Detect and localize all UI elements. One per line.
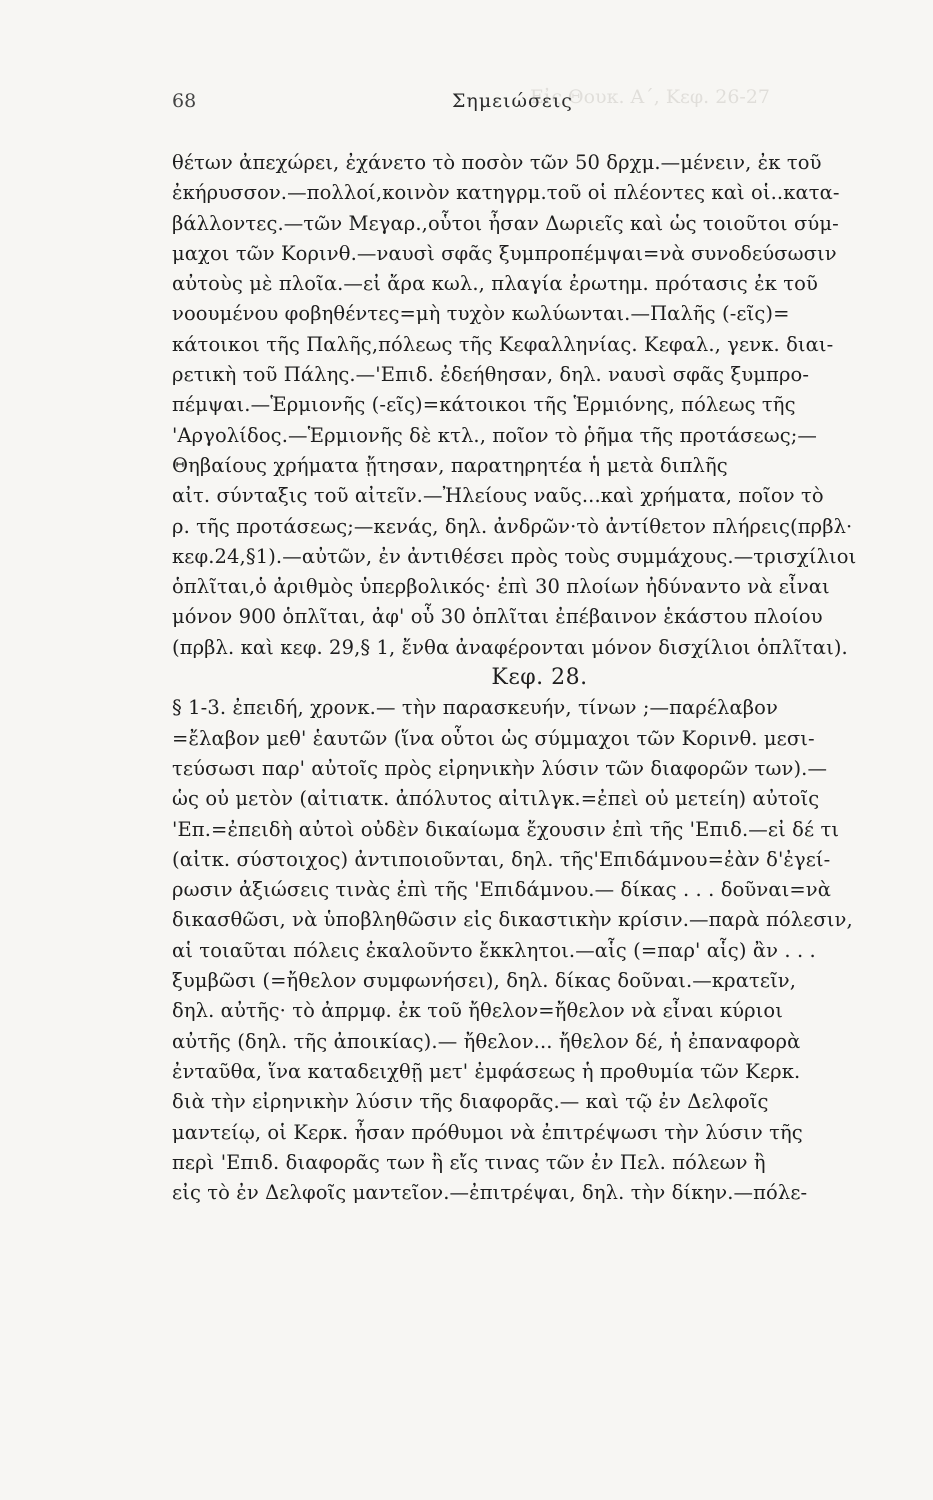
text-line: δικασθῶσι, νὰ ὑποβληθῶσιν εἰς δικαστικὴν κρίσιν.—παρὰ πόλεσιν,: [172, 908, 853, 932]
text-line: Θηβαίους χρήματα ᾔτησαν, παρατηρητέα ἡ μετὰ διπλῆς: [172, 453, 728, 477]
text-line: μαχοι τῶν Κορινθ.—ναυσὶ σφᾶς ξυμπροπέμψαι=νὰ συνοδεύσωσιν: [172, 241, 837, 265]
page-header: [172, 90, 932, 120]
text-line: ἐνταῦθα, ἵνα καταδειχθῇ μετ' ἐμφάσεως ἡ προθυμία τῶν Κερκ.: [172, 1059, 801, 1083]
text-line: μόνον 900 ὁπλῖται, ἀφ' οὗ 30 ὁπλῖται ἐπέβαινον ἑκάστου πλοίου: [172, 605, 823, 629]
text-line: ρετικὴ τοῦ Πάλης.—'Επιδ. ἐδεήθησαν, δηλ. ναυσὶ σφᾶς ξυμπρο-: [172, 363, 810, 387]
bleed-through-text: Εἰς Θουκ. Α΄, Κεφ. 26-27: [530, 86, 771, 108]
text-line: τεύσωσι παρ' αὐτοῖς πρὸς εἰρηνικὴν λύσιν τῶν διαφορῶν των).—: [172, 756, 828, 780]
text-line: κάτοικοι τῆς Παλῆς,πόλεως τῆς Κεφαλληνίας. Κεφαλ., γενκ. διαι-: [172, 332, 834, 356]
text-line: ρωσιν ἀξιώσεις τινὰς ἐπὶ τῆς 'Επιδάμνου.— δίκας . . . δοῦναι=νὰ: [172, 878, 831, 902]
text-line: (πρβλ. καὶ κεφ. 29,§ 1, ἔνθα ἀναφέρονται μόνον δισχίλιοι ὁπλῖται).: [172, 635, 848, 659]
text-line: ὡς οὐ μετὸν (αἰτιατκ. ἀπόλυτος αἰτιλγκ.=ἐπεὶ οὐ μετείη) αὐτοῖς: [172, 787, 820, 811]
text-line: =ἔλαβον μεθ' ἑαυτῶν (ἵνα οὗτοι ὡς σύμμαχοι τῶν Κορινθ. μεσι-: [172, 726, 815, 750]
text-line: § 1-3. ἐπειδή, χρονκ.— τὴν παρασκευήν, τίνων ;—παρέλαβον: [172, 696, 778, 720]
text-line: νοουμένου φοβηθέντες=μὴ τυχὸν κωλύωνται.—Παλῆς (-εῖς)=: [172, 302, 790, 326]
text-line: 'Επ.=ἐπειδὴ αὐτοὶ οὐδὲν δικαίωμα ἔχουσιν ἐπὶ τῆς 'Επιδ.—εἰ δέ τι: [172, 817, 840, 841]
text-line: βάλλοντες.—τῶν Μεγαρ.,οὗτοι ἦσαν Δωριεῖς καὶ ὡς τοιοῦτοι σύμ-: [172, 211, 839, 235]
text-line: θέτων ἀπεχώρει, ἐχάνετο τὸ ποσὸν τῶν 50 δρχμ.—μένειν, ἐκ τοῦ: [172, 151, 822, 174]
text-line: (αἰτκ. σύστοιχος) ἀντιποιοῦνται, δηλ. τῆς'Επιδάμνου=ἐὰν δ'ἐγεί-: [172, 847, 831, 871]
text-line: διὰ τὴν εἰρηνικὴν λύσιν τῆς διαφορᾶς.— καὶ τῷ ἐν Δελφοῖς: [172, 1090, 769, 1114]
text-line: ὁπλῖται,ὁ ἀριθμὸς ὑπερβολικός· ἐπὶ 30 πλοίων ἠδύναντο νὰ εἶναι: [172, 575, 830, 599]
page-number: 68: [172, 90, 197, 112]
text-line: ρ. τῆς προτάσεως;—κενάς, δηλ. ἀνδρῶν·τὸ ἀντίθετον πλήρεις(πρβλ·: [172, 514, 853, 538]
text-line: δηλ. αὐτῆς· τὸ ἀπρμφ. ἐκ τοῦ ἤθελον=ἤθελον νὰ εἶναι κύριοι: [172, 999, 783, 1023]
text-line: εἰς τὸ ἐν Δελφοῖς μαντεῖον.—ἐπιτρέψαι, δηλ. τὴν δίκην.—πόλε-: [172, 1181, 808, 1205]
text-line: μαντείῳ, οἱ Κερκ. ἦσαν πρόθυμοι νὰ ἐπιτρέψωσι τὴν λύσιν τῆς: [172, 1120, 803, 1144]
text-line: αἱ τοιαῦται πόλεις ἐκαλοῦντο ἔκκλητοι.—αἷς (=παρ' αἷς) ἂν . . .: [172, 938, 816, 962]
running-head: Σημειώσεις: [452, 90, 573, 112]
chapter-heading: Κεφ. 28.: [491, 665, 588, 691]
body-text: [172, 148, 907, 1208]
text-line: περὶ 'Επιδ. διαφορᾶς των ἢ εἴς τινας τῶν ἐν Πελ. πόλεων ἢ: [172, 1150, 766, 1174]
text-line: ἐκήρυσσον.—πολλοί,κοινὸν κατηγρμ.τοῦ οἱ πλέοντες καὶ οἱ..κατα-: [172, 181, 840, 205]
text-line: ξυμβῶσι (=ἤθελον συμφωνήσει), δηλ. δίκας δοῦναι.—κρατεῖν,: [172, 969, 797, 993]
text-line: αὐτοὺς μὲ πλοῖα.—εἰ ἄρα κωλ., πλαγία ἐρωτημ. πρότασις ἐκ τοῦ: [172, 272, 818, 296]
text-line: αἰτ. σύνταξις τοῦ αἰτεῖν.—Ἠλείους ναῦς...καὶ χρήματα, ποῖον τὸ: [172, 484, 824, 508]
text-line: 'Αργολίδος.—Ἑρμιονῆς δὲ κτλ., ποῖον τὸ ῥῆμα τῆς προτάσεως;—: [172, 423, 818, 447]
text-line: κεφ.24,§1).—αὐτῶν, ἐν ἀντιθέσει πρὸς τοὺς συμμάχους.—τρισχίλιοι: [172, 544, 857, 568]
text-line: πέμψαι.—Ἑρμιονῆς (-εῖς)=κάτοικοι τῆς Ἑρμιόνης, πόλεως τῆς: [172, 393, 796, 417]
text-line: αὐτῆς (δηλ. τῆς ἀποικίας).— ἤθελον... ἤθελον δέ, ἡ ἐπαναφορὰ: [172, 1029, 801, 1053]
